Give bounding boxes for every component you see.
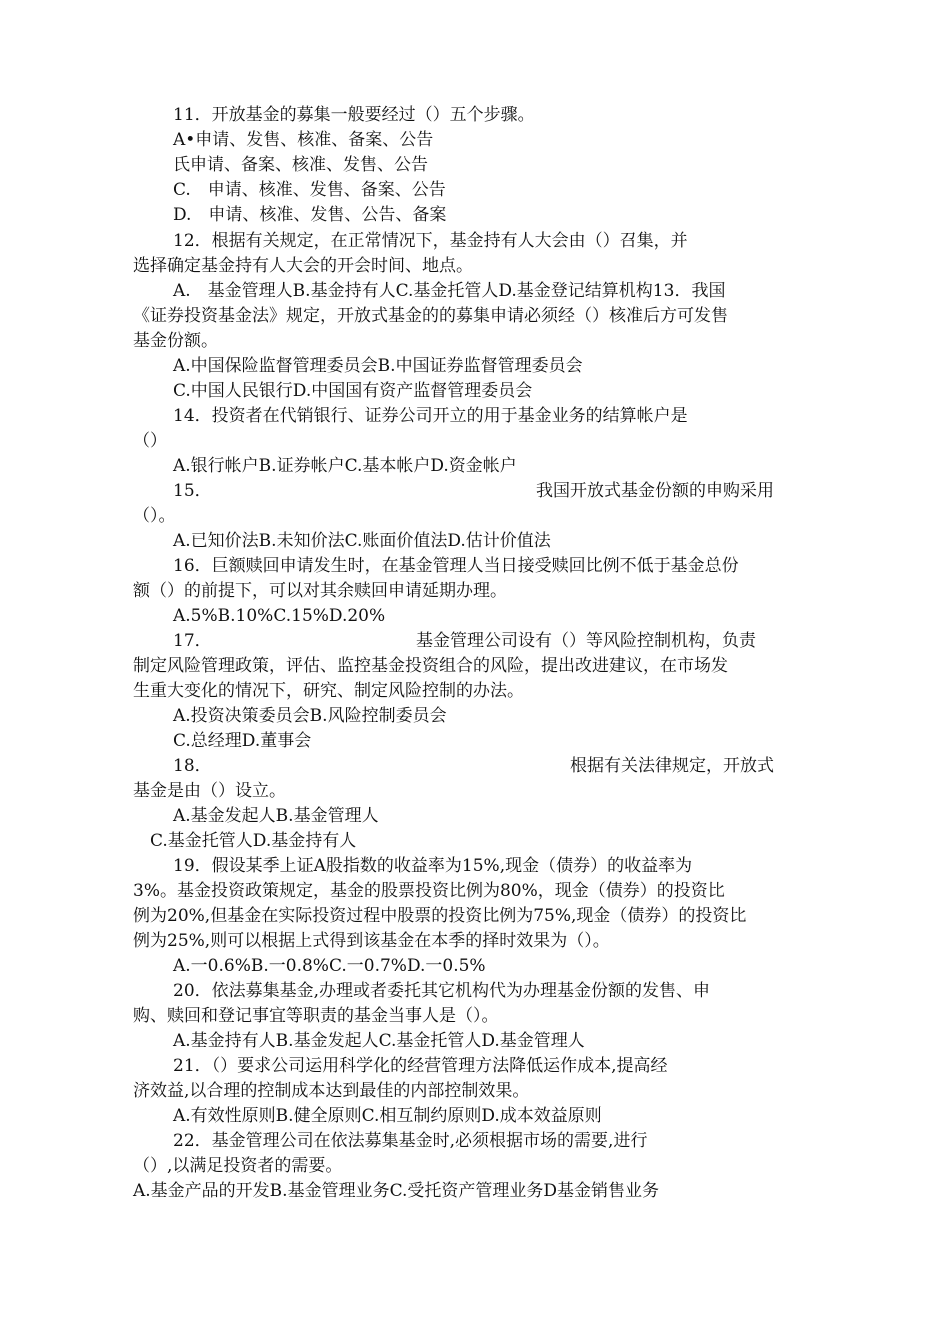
question-19-stem-cont-3: 例为25%,则可以根据上式得到该基金在本季的择时效果为（）。 <box>133 931 610 951</box>
question-17-options-ab: A.投资决策委员会B.风险控制委员会 <box>173 706 447 726</box>
question-19-options: A.一0.6%B.一0.8%C.一0.7%D.一0.5% <box>173 956 486 976</box>
question-22-stem-cont: （）,以满足投资者的需要。 <box>133 1156 343 1176</box>
question-13-options-cd: C.中国人民银行D.中国国有资产监督管理委员会 <box>173 381 533 401</box>
question-11-option-a: A•申请、发售、核准、备案、公告 <box>173 130 434 150</box>
question-17-stem: 基金管理公司设有（）等风险控制机构，负责 <box>416 631 756 651</box>
question-20-stem-cont: 购、赎回和登记事宜等职责的基金当事人是（）。 <box>133 1006 499 1026</box>
question-13-options-ab: A.中国保险监督管理委员会B.中国证券监督管理委员会 <box>173 356 583 376</box>
question-21-stem: 21．（）要求公司运用科学化的经营管理方法降低运作成本,提高经 <box>173 1056 668 1076</box>
question-17-number: 17． <box>173 631 212 651</box>
question-15-stem: 我国开放式基金份额的申购采用 <box>536 481 774 501</box>
question-18-options-ab: A.基金发起人B.基金管理人 <box>173 806 379 826</box>
question-19-stem-cont-2: 例为20%,但基金在实际投资过程中股票的投资比例为75%,现金（债券）的投资比 <box>133 906 747 926</box>
question-12-stem: 12．根据有关规定，在正常情况下，基金持有人大会由（）召集，并 <box>173 231 688 251</box>
question-11-option-b: 氏申请、备案、核准、发售、公告 <box>173 155 428 175</box>
question-18-options-cd: C.基金托管人D.基金持有人 <box>150 831 357 851</box>
question-12-stem-cont: 选择确定基金持有人大会的开会时间、地点。 <box>133 256 473 276</box>
question-12-options: A. 基金管理人B.基金持有人C.基金托管人D.基金登记结算机构13．我国 <box>173 281 726 301</box>
question-17-stem-cont-2: 生重大变化的情况下，研究、制定风险控制的办法。 <box>133 681 524 701</box>
question-11-option-d: D. 申请、核准、发售、公告、备案 <box>173 205 447 225</box>
question-19-stem-cont-1: 3%。基金投资政策规定，基金的股票投资比例为80%，现金（债券）的投资比 <box>133 881 725 901</box>
question-18-number: 18． <box>173 756 212 776</box>
question-16-stem: 16．巨额赎回申请发生时，在基金管理人当日接受赎回比例不低于基金总份 <box>173 556 739 576</box>
question-22-stem: 22．基金管理公司在依法募集基金时,必须根据市场的需要,进行 <box>173 1131 648 1151</box>
question-21-stem-cont: 济效益,以合理的控制成本达到最佳的内部控制效果。 <box>133 1081 530 1101</box>
question-19-stem: 19．假设某季上证A股指数的收益率为15%,现金（债券）的收益率为 <box>173 856 693 876</box>
question-17-options-cd: C.总经理D.董事会 <box>173 731 312 751</box>
question-18-stem: 根据有关法律规定，开放式 <box>570 756 774 776</box>
question-14-blank: （） <box>133 431 167 451</box>
question-11-option-c: C. 申请、核准、发售、备案、公告 <box>173 180 446 200</box>
question-15-blank: （）。 <box>133 506 176 526</box>
question-16-stem-cont: 额（）的前提下，可以对其余赎回申请延期办理。 <box>133 581 507 601</box>
question-21-options: A.有效性原则B.健全原则C.相互制约原则D.成本效益原则 <box>173 1106 602 1126</box>
question-13-stem: 《证券投资基金法》规定，开放式基金的的募集申请必须经（）核准后方可发售 <box>133 306 728 326</box>
question-13-stem-cont: 基金份额。 <box>133 331 218 351</box>
question-14-stem: 14．投资者在代销银行、证券公司开立的用于基金业务的结算帐户是 <box>173 406 688 426</box>
question-20-stem: 20．依法募集基金,办理或者委托其它机构代为办理基金份额的发售、申 <box>173 981 711 1001</box>
question-14-options: A.银行帐户B.证券帐户C.基本帐户D.资金帐户 <box>173 456 517 476</box>
question-15-number: 15． <box>173 481 212 501</box>
question-17-stem-cont-1: 制定风险管理政策，评估、监控基金投资组合的风险，提出改进建议，在市场发 <box>133 656 728 676</box>
question-15-options: A.已知价法B.未知价法C.账面价值法D.估计价值法 <box>173 531 551 551</box>
question-16-options: A.5%B.10%C.15%D.20% <box>173 606 386 626</box>
question-11-stem: 11．开放基金的募集一般要经过（）五个步骤。 <box>173 105 535 125</box>
question-20-options: A.基金持有人B.基金发起人C.基金托管人D.基金管理人 <box>173 1031 585 1051</box>
question-22-options: A.基金产品的开发B.基金管理业务C.受托资产管理业务D基金销售业务 <box>133 1181 660 1201</box>
question-18-stem-cont: 基金是由（）设立。 <box>133 781 286 801</box>
